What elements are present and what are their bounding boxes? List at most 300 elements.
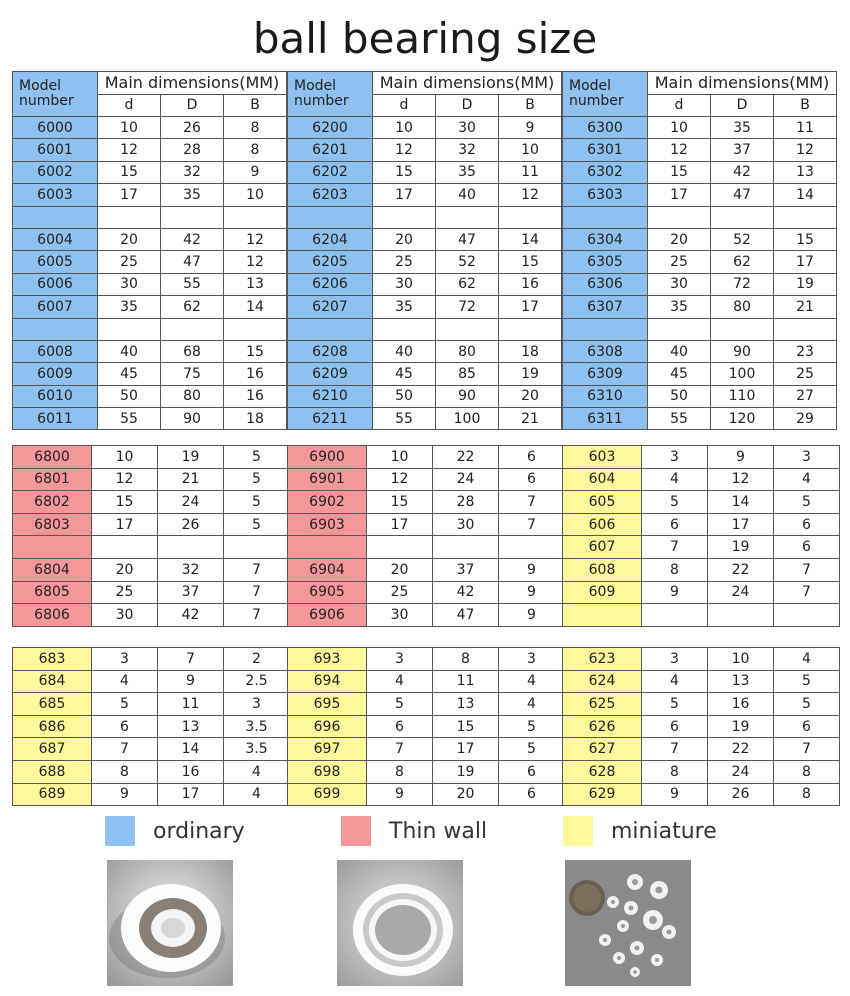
- dimension-cell: [648, 206, 711, 228]
- dimension-cell: 13: [158, 715, 224, 738]
- dimension-cell: 47: [161, 251, 224, 273]
- table-row: [563, 385, 837, 407]
- dimension-cell: 13: [774, 161, 837, 183]
- model-cell: 607: [563, 536, 642, 559]
- table-row: [288, 468, 565, 491]
- model-cell: 698: [288, 760, 367, 783]
- dimension-cell: [774, 318, 837, 340]
- model-cell: 6209: [288, 363, 373, 385]
- table-row: [13, 513, 290, 536]
- dimension-cell: 32: [161, 161, 224, 183]
- dimension-cell: 25: [774, 363, 837, 385]
- dimension-cell: 16: [224, 385, 287, 407]
- dimension-cell: 21: [158, 468, 224, 491]
- dimension-cell: 12: [92, 468, 158, 491]
- model-cell: 6005: [13, 251, 98, 273]
- miniature-bearings-photo: [565, 860, 691, 986]
- dimension-cell: 4: [642, 468, 708, 491]
- model-cell: 6805: [13, 581, 92, 604]
- dimension-cell: 7: [774, 738, 840, 761]
- table-row: [288, 446, 565, 469]
- dimension-cell: 26: [708, 783, 774, 806]
- dimension-cell: 5: [642, 491, 708, 514]
- model-cell: 605: [563, 491, 642, 514]
- dimension-cell: [436, 206, 499, 228]
- table-row: [563, 363, 837, 385]
- model-cell: 684: [13, 670, 92, 693]
- table-row: [288, 117, 562, 139]
- model-cell: 6009: [13, 363, 98, 385]
- dimension-cell: 4: [642, 670, 708, 693]
- dimension-cell: 20: [367, 558, 433, 581]
- table-row: [563, 536, 840, 559]
- dimension-cell: 17: [708, 513, 774, 536]
- table-row: [13, 558, 290, 581]
- dimension-cell: 10: [648, 117, 711, 139]
- model-cell: 6007: [13, 296, 98, 318]
- model-cell: 6207: [288, 296, 373, 318]
- table-row: [13, 251, 287, 273]
- dimension-cell: 35: [98, 296, 161, 318]
- table-row: [563, 139, 837, 161]
- model-cell: 6803: [13, 513, 92, 536]
- table-row: [13, 273, 287, 295]
- model-cell: 604: [563, 468, 642, 491]
- table-row: [563, 273, 837, 295]
- dimension-cell: 7: [499, 491, 565, 514]
- dimension-cell: 32: [436, 139, 499, 161]
- table-row: [288, 536, 565, 559]
- dimension-cell: 15: [648, 161, 711, 183]
- table-row: [563, 783, 840, 806]
- table-row: [288, 693, 565, 716]
- model-cell: 699: [288, 783, 367, 806]
- table-row: [13, 604, 290, 627]
- table-row: [288, 760, 565, 783]
- series-6200-table: [287, 71, 562, 430]
- table-row: [13, 161, 287, 183]
- dimension-cell: [708, 604, 774, 627]
- series-600-table: [562, 445, 837, 627]
- dimension-cell: 11: [774, 117, 837, 139]
- model-cell: [563, 206, 648, 228]
- dimension-cell: 3.5: [224, 715, 290, 738]
- model-cell: [288, 536, 367, 559]
- dimension-cell: 10: [224, 184, 287, 206]
- model-cell: 696: [288, 715, 367, 738]
- table-header-row: [288, 72, 562, 95]
- dimension-header-inner: d: [373, 94, 436, 117]
- dimension-cell: 90: [436, 385, 499, 407]
- model-cell: 685: [13, 693, 92, 716]
- dimension-cell: 14: [774, 184, 837, 206]
- dimension-cell: 10: [367, 446, 433, 469]
- dimension-cell: 17: [92, 513, 158, 536]
- dimension-cell: 25: [373, 251, 436, 273]
- dimension-cell: 28: [161, 139, 224, 161]
- dimension-cell: 42: [711, 161, 774, 183]
- model-cell: [563, 604, 642, 627]
- dimension-cell: 5: [499, 738, 565, 761]
- model-cell: 693: [288, 648, 367, 671]
- legend-item-miniature: [563, 813, 717, 849]
- dimension-cell: 9: [499, 581, 565, 604]
- table-row: [13, 760, 290, 783]
- dimension-cell: 14: [499, 228, 562, 250]
- table-row: [13, 184, 287, 206]
- model-cell: 6205: [288, 251, 373, 273]
- dimension-cell: 5: [642, 693, 708, 716]
- dimension-cell: 10: [373, 117, 436, 139]
- table-row: [563, 491, 840, 514]
- dimension-cell: 5: [774, 670, 840, 693]
- dimension-cell: 25: [92, 581, 158, 604]
- dimension-cell: 8: [433, 648, 499, 671]
- dimension-cell: 9: [499, 604, 565, 627]
- dimension-cell: 30: [367, 604, 433, 627]
- dimension-cell: 3: [642, 446, 708, 469]
- dimension-cell: 6: [774, 513, 840, 536]
- model-cell: 6906: [288, 604, 367, 627]
- model-cell: 6311: [563, 408, 648, 430]
- table-row: [288, 273, 562, 295]
- dimension-cell: 4: [774, 468, 840, 491]
- dimension-cell: 17: [367, 513, 433, 536]
- model-number-header: Model number: [13, 72, 98, 117]
- dimension-cell: 14: [158, 738, 224, 761]
- dimension-cell: 55: [98, 408, 161, 430]
- dimension-cell: 45: [373, 363, 436, 385]
- table-row: [563, 760, 840, 783]
- model-cell: 6904: [288, 558, 367, 581]
- color-legend: [0, 813, 850, 849]
- dimension-cell: 42: [161, 228, 224, 250]
- dimension-cell: 17: [774, 251, 837, 273]
- dimension-cell: 45: [98, 363, 161, 385]
- table-row: [288, 491, 565, 514]
- dimension-cell: [92, 536, 158, 559]
- model-cell: 6001: [13, 139, 98, 161]
- dimension-cell: 110: [711, 385, 774, 407]
- table-row: [13, 536, 290, 559]
- model-cell: 6310: [563, 385, 648, 407]
- dimension-cell: 100: [436, 408, 499, 430]
- dimension-cell: 35: [161, 184, 224, 206]
- dimension-cell: 21: [774, 296, 837, 318]
- legend-label-ordinary: ordinary: [153, 818, 245, 844]
- model-cell: 626: [563, 715, 642, 738]
- dimension-cell: [224, 206, 287, 228]
- dimension-cell: 8: [774, 783, 840, 806]
- dimension-cell: 42: [158, 604, 224, 627]
- model-cell: 6011: [13, 408, 98, 430]
- dimension-cell: 4: [224, 783, 290, 806]
- dimension-cell: 62: [436, 273, 499, 295]
- model-cell: [13, 536, 92, 559]
- model-cell: 6002: [13, 161, 98, 183]
- dimension-cell: 18: [224, 408, 287, 430]
- dimension-cell: 62: [711, 251, 774, 273]
- dimension-cell: 80: [711, 296, 774, 318]
- dimension-cell: 5: [224, 446, 290, 469]
- dimension-cell: 10: [708, 648, 774, 671]
- table-row: [563, 648, 840, 671]
- table-row: [563, 117, 837, 139]
- dimension-cell: 8: [642, 760, 708, 783]
- legend-swatch-thin-wall: [341, 816, 371, 846]
- dimension-cell: 2.5: [224, 670, 290, 693]
- dimension-cell: 6: [642, 513, 708, 536]
- model-cell: 6309: [563, 363, 648, 385]
- model-cell: 6211: [288, 408, 373, 430]
- dimension-cell: 35: [436, 161, 499, 183]
- model-cell: 695: [288, 693, 367, 716]
- dimension-cell: 25: [98, 251, 161, 273]
- main-dimensions-header: Main dimensions(MM): [98, 72, 287, 95]
- dimension-cell: 20: [373, 228, 436, 250]
- dimension-cell: 7: [499, 513, 565, 536]
- dimension-cell: 35: [648, 296, 711, 318]
- dimension-cell: 62: [161, 296, 224, 318]
- dimension-cell: 4: [367, 670, 433, 693]
- page-title: ball bearing size: [252, 14, 598, 63]
- dimension-cell: 15: [774, 228, 837, 250]
- dimension-cell: 8: [224, 139, 287, 161]
- dimension-cell: 40: [648, 340, 711, 362]
- dimension-cell: 4: [774, 648, 840, 671]
- model-cell: [13, 206, 98, 228]
- dimension-cell: 5: [774, 491, 840, 514]
- dimension-cell: 35: [373, 296, 436, 318]
- dimension-cell: 15: [224, 340, 287, 362]
- dimension-cell: 40: [98, 340, 161, 362]
- table-row: [13, 206, 287, 228]
- dimension-cell: [436, 318, 499, 340]
- dimension-cell: 29: [774, 408, 837, 430]
- table-row: [13, 468, 290, 491]
- dimension-cell: 12: [373, 139, 436, 161]
- dimension-cell: 16: [224, 363, 287, 385]
- dimension-cell: 3: [224, 693, 290, 716]
- model-cell: [13, 318, 98, 340]
- dimension-cell: 30: [98, 273, 161, 295]
- table-row: [288, 340, 562, 362]
- dimension-cell: 45: [648, 363, 711, 385]
- dimension-cell: 3: [499, 648, 565, 671]
- dimension-cell: 17: [433, 738, 499, 761]
- series-620-table: [562, 647, 837, 806]
- dimension-header-outer: D: [161, 94, 224, 117]
- dimension-cell: 17: [373, 184, 436, 206]
- dimension-cell: 16: [158, 760, 224, 783]
- dimension-cell: [224, 536, 290, 559]
- table-row: [13, 670, 290, 693]
- dimension-cell: [711, 318, 774, 340]
- dimension-cell: 72: [436, 296, 499, 318]
- model-cell: 6804: [13, 558, 92, 581]
- dimension-cell: 21: [499, 408, 562, 430]
- model-cell: 6210: [288, 385, 373, 407]
- dimension-cell: 8: [774, 760, 840, 783]
- dimension-cell: 7: [367, 738, 433, 761]
- series-690-table: [287, 647, 562, 806]
- table-row: [288, 581, 565, 604]
- table-row: [288, 161, 562, 183]
- dimension-cell: 8: [92, 760, 158, 783]
- dimension-cell: 15: [499, 251, 562, 273]
- ordinary-bearing-photo: [107, 860, 233, 986]
- dimension-cell: 6: [499, 760, 565, 783]
- dimension-cell: [158, 536, 224, 559]
- legend-item-ordinary: [105, 813, 245, 849]
- dimension-cell: 8: [367, 760, 433, 783]
- dimension-cell: 9: [224, 161, 287, 183]
- model-cell: [563, 318, 648, 340]
- dimension-cell: 4: [499, 670, 565, 693]
- dimension-header-width: B: [499, 94, 562, 117]
- dimension-cell: [433, 536, 499, 559]
- dimension-cell: 6: [642, 715, 708, 738]
- dimension-cell: 72: [711, 273, 774, 295]
- dimension-cell: 22: [708, 558, 774, 581]
- table-row: [563, 715, 840, 738]
- dimension-cell: [711, 206, 774, 228]
- dimension-cell: 100: [711, 363, 774, 385]
- model-cell: 6305: [563, 251, 648, 273]
- dimension-cell: 13: [708, 670, 774, 693]
- dimension-cell: [373, 206, 436, 228]
- legend-label-miniature: miniature: [611, 818, 717, 844]
- table-row: [288, 604, 565, 627]
- dimension-cell: [98, 206, 161, 228]
- dimension-cell: 35: [711, 117, 774, 139]
- dimension-header-width: B: [774, 94, 837, 117]
- model-cell: 629: [563, 783, 642, 806]
- model-cell: 6203: [288, 184, 373, 206]
- dimension-cell: 55: [373, 408, 436, 430]
- dimension-cell: 55: [648, 408, 711, 430]
- table-row: [13, 715, 290, 738]
- table-row: [288, 513, 565, 536]
- dimension-cell: 2: [224, 648, 290, 671]
- dimension-cell: 24: [708, 760, 774, 783]
- dimension-cell: 4: [92, 670, 158, 693]
- dimension-cell: 12: [708, 468, 774, 491]
- dimension-cell: 68: [161, 340, 224, 362]
- dimension-cell: 12: [224, 228, 287, 250]
- table-row: [563, 738, 840, 761]
- series-6800-table: [12, 445, 287, 627]
- dimension-cell: 26: [158, 513, 224, 536]
- dimension-cell: 9: [642, 783, 708, 806]
- model-cell: 6201: [288, 139, 373, 161]
- model-cell: 6003: [13, 184, 98, 206]
- table-row: [288, 715, 565, 738]
- dimension-cell: 37: [433, 558, 499, 581]
- dimension-cell: 8: [642, 558, 708, 581]
- main-dimensions-header: Main dimensions(MM): [648, 72, 837, 95]
- dimension-cell: 6: [774, 715, 840, 738]
- dimension-cell: 120: [711, 408, 774, 430]
- model-cell: 686: [13, 715, 92, 738]
- table-row: [563, 408, 837, 430]
- table-row: [563, 693, 840, 716]
- model-cell: 625: [563, 693, 642, 716]
- dimension-cell: 3: [774, 446, 840, 469]
- dimension-cell: [161, 318, 224, 340]
- table-row: [13, 446, 290, 469]
- dimension-cell: 50: [98, 385, 161, 407]
- table-row: [13, 581, 290, 604]
- series-6000-table: [12, 71, 287, 430]
- dimension-cell: 37: [711, 139, 774, 161]
- table-row: [563, 318, 837, 340]
- miniature-bearing-block: [12, 647, 838, 806]
- dimension-cell: 5: [92, 693, 158, 716]
- model-cell: 627: [563, 738, 642, 761]
- model-cell: 6301: [563, 139, 648, 161]
- dimension-cell: 19: [433, 760, 499, 783]
- dimension-cell: 19: [499, 363, 562, 385]
- model-cell: 603: [563, 446, 642, 469]
- table-row: [563, 670, 840, 693]
- table-row: [288, 206, 562, 228]
- dimension-cell: 7: [224, 581, 290, 604]
- dimension-cell: 28: [433, 491, 499, 514]
- dimension-cell: 18: [499, 340, 562, 362]
- legend-swatch-ordinary: [105, 816, 135, 846]
- table-row: [563, 604, 840, 627]
- dimension-cell: 7: [642, 536, 708, 559]
- dimension-cell: 90: [711, 340, 774, 362]
- table-row: [288, 228, 562, 250]
- dimension-cell: 20: [499, 385, 562, 407]
- dimension-cell: 15: [433, 715, 499, 738]
- table-row: [288, 738, 565, 761]
- model-cell: 6010: [13, 385, 98, 407]
- model-cell: 628: [563, 760, 642, 783]
- dimension-cell: 19: [708, 715, 774, 738]
- dimension-cell: 30: [433, 513, 499, 536]
- table-row: [563, 296, 837, 318]
- main-dimensions-header: Main dimensions(MM): [373, 72, 562, 95]
- dimension-cell: 17: [98, 184, 161, 206]
- dimension-cell: 50: [648, 385, 711, 407]
- model-cell: 6006: [13, 273, 98, 295]
- dimension-cell: 14: [224, 296, 287, 318]
- thin-wall-bearing-photo: [337, 860, 463, 986]
- dimension-cell: [161, 206, 224, 228]
- dimension-cell: 27: [774, 385, 837, 407]
- table-row: [288, 363, 562, 385]
- dimension-cell: 30: [92, 604, 158, 627]
- dimension-cell: 5: [224, 513, 290, 536]
- model-cell: 688: [13, 760, 92, 783]
- thin-wall-bearing-block: [12, 445, 838, 627]
- dimension-cell: 3: [642, 648, 708, 671]
- table-row: [13, 318, 287, 340]
- table-row: [563, 513, 840, 536]
- dimension-cell: 12: [648, 139, 711, 161]
- ordinary-bearing-block: [12, 71, 838, 430]
- dimension-cell: 80: [161, 385, 224, 407]
- dimension-cell: 9: [499, 558, 565, 581]
- dimension-cell: 7: [92, 738, 158, 761]
- model-cell: 694: [288, 670, 367, 693]
- dimension-cell: 90: [161, 408, 224, 430]
- table-row: [13, 491, 290, 514]
- model-cell: 6202: [288, 161, 373, 183]
